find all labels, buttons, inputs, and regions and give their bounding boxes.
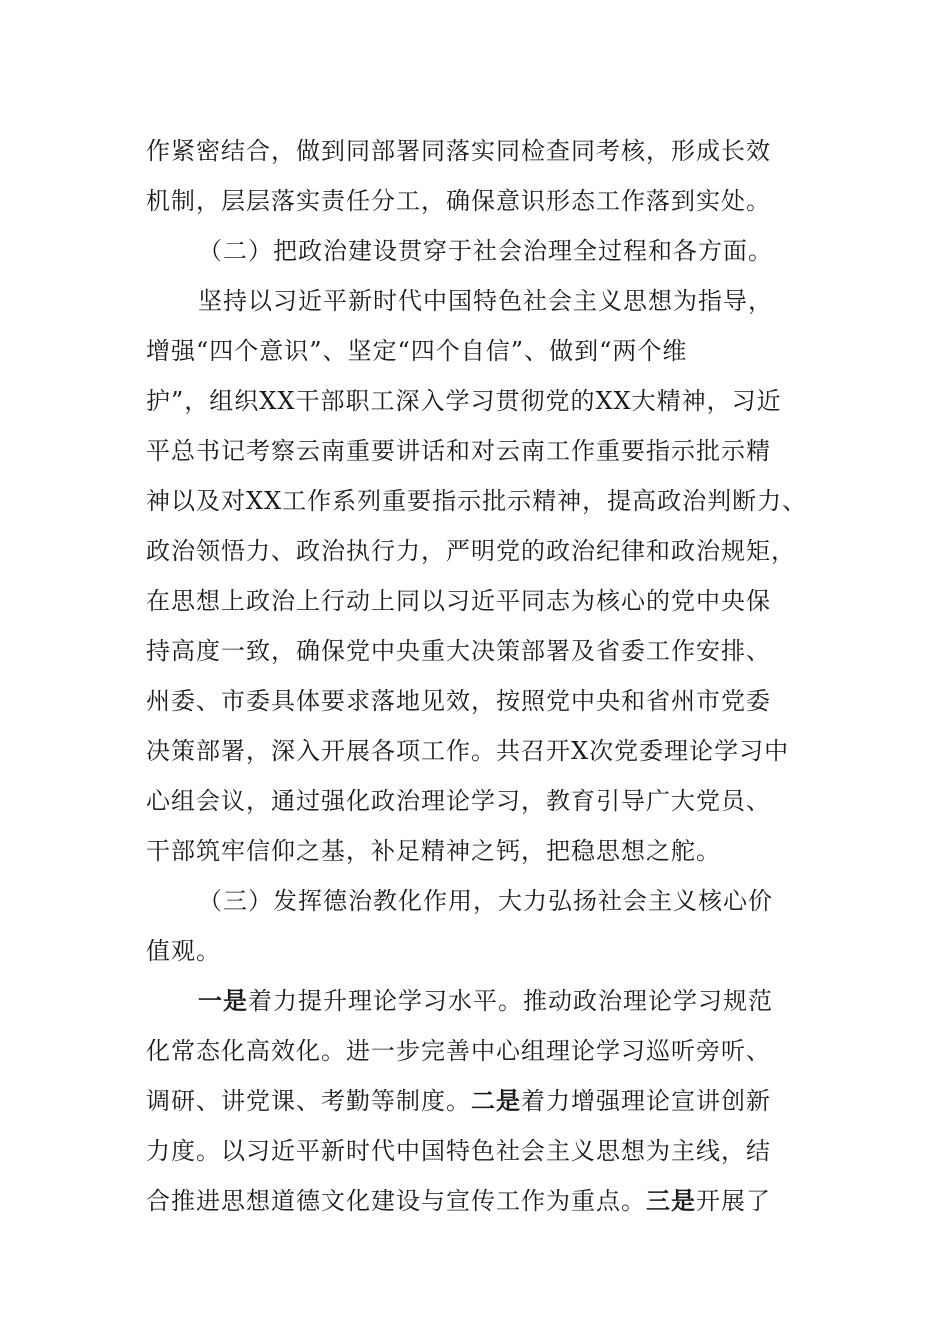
text-line bbox=[146, 1186, 771, 1216]
text-line: 决策部署，深入开展各项工作。共召开X次党委理论学习中 bbox=[146, 737, 790, 765]
emphasis-marker: 三是 bbox=[646, 1186, 696, 1215]
text-line: 力度。以习近平新时代中国特色社会主义思想为主线，结 bbox=[146, 1137, 771, 1165]
text-line: 增强“四个意识”、坚定“四个自信”、做到“两个维 bbox=[146, 337, 688, 365]
text-line: 坚持以习近平新时代中国特色社会主义思想为指导， bbox=[198, 287, 773, 315]
text-line: 持高度一致，确保党中央重大决策部署及省委工作安排、 bbox=[146, 637, 771, 665]
text-span: 合推进思想道德文化建设与宣传工作为重点。 bbox=[146, 1187, 646, 1215]
text-line: 心组会议，通过强化政治理论学习，教育引导广大党员、 bbox=[146, 787, 771, 815]
text-span: 着力增强理论宣讲创新 bbox=[521, 1087, 771, 1115]
text-span: 着力提升理论学习水平。推动政治理论学习规范 bbox=[248, 987, 773, 1015]
text-span: 调研、讲党课、考勤等制度。 bbox=[146, 1087, 471, 1115]
text-line: 在思想上政治上行动上同以习近平同志为核心的党中央保 bbox=[146, 587, 771, 615]
text-line: 护”，组织XX干部职工深入学习贯彻党的XX大精神，习近 bbox=[146, 387, 782, 415]
text-line: 化常态化高效化。进一步完善中心组理论学习巡听旁听、 bbox=[146, 1037, 771, 1065]
section-heading-3: （三）发挥德治教化作用，大力弘扬社会主义核心价 bbox=[198, 887, 773, 915]
text-span: 开展了 bbox=[696, 1187, 771, 1215]
emphasis-marker: 二是 bbox=[471, 1086, 521, 1115]
text-line bbox=[198, 986, 773, 1016]
text-line: 政治领悟力、政治执行力，严明党的政治纪律和政治规矩， bbox=[146, 537, 796, 565]
text-line: 作紧密结合，做到同部署同落实同检查同考核，形成长效 bbox=[146, 137, 771, 165]
text-line: 平总书记考察云南重要讲话和对云南工作重要指示批示精 bbox=[146, 437, 771, 465]
text-line bbox=[146, 1086, 771, 1116]
text-line: 州委、市委具体要求落地见效，按照党中央和省州市党委 bbox=[146, 687, 771, 715]
section-heading-2: （二）把政治建设贯穿于社会治理全过程和各方面。 bbox=[198, 237, 773, 265]
text-line: 神以及对XX工作系列重要指示批示精神，提高政治判断力、 bbox=[146, 487, 808, 515]
text-line: 机制，层层落实责任分工，确保意识形态工作落到实处。 bbox=[146, 187, 771, 215]
emphasis-marker: 一是 bbox=[198, 986, 248, 1015]
text-line: 值观。 bbox=[146, 937, 221, 965]
text-line: 干部筑牢信仰之基，补足精神之钙，把稳思想之舵。 bbox=[146, 837, 721, 865]
